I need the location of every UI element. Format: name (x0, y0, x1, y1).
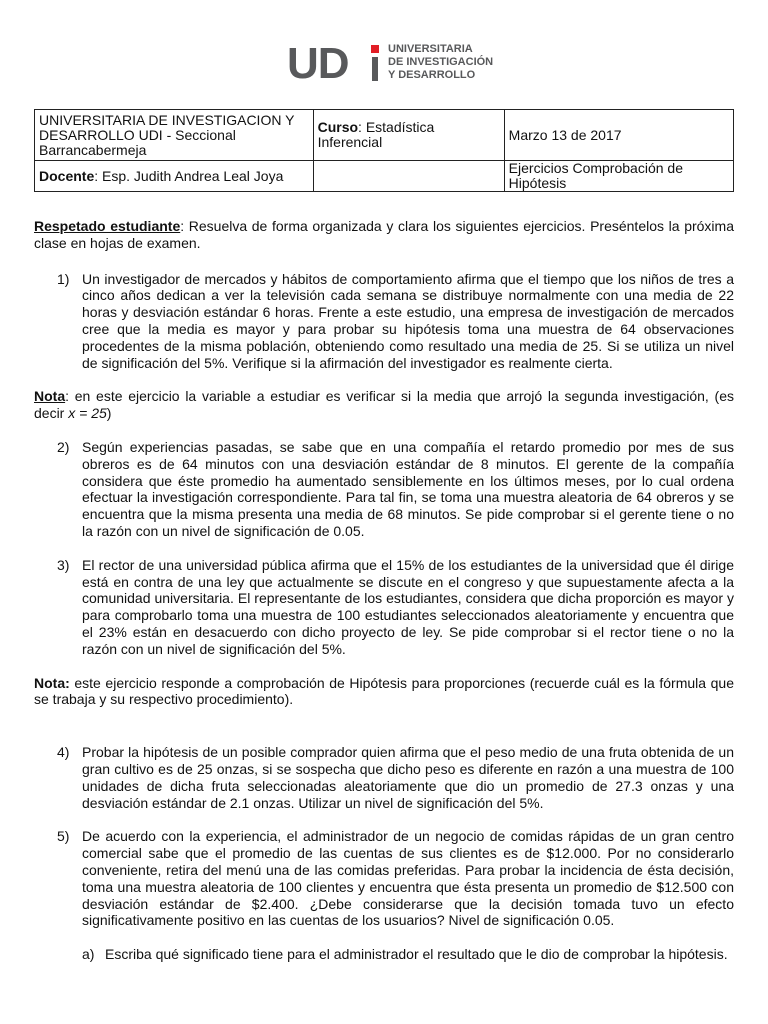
logo-mark: UD (287, 39, 349, 88)
exercise-number: 1) (57, 270, 70, 287)
note-1-label: Nota (34, 388, 66, 405)
exercise-5-subitem-a (34, 946, 734, 963)
note-2-text: este ejercicio responde a comprobación de Hipótesis para proporciones (recuerde cuál es la fórmula que se trabaja y su respectivo procedimiento). (34, 674, 734, 708)
udi-logo (287, 39, 349, 88)
intro-paragraph (34, 218, 734, 252)
institution-cell: UNIVERSITARIA DE INVESTIGACION Y DESARROLLO UDI - Seccional Barrancabermeja (35, 110, 314, 161)
subitem-letter: a) (82, 946, 95, 963)
exercise-4 (34, 744, 734, 811)
intro-label: Respetado estudiante (34, 218, 181, 234)
teacher-value: : Esp. Judith Andrea Leal Joya (94, 167, 284, 184)
exercise-1 (34, 271, 734, 372)
note-1-end: ) (106, 405, 112, 422)
exercise-text: El rector de una universidad pública afirma que el 15% de los estudiantes de la universidad que él dirige está en contra de una ley que actualmente se discute en el congreso y que supuestamente afecta a la comunidad universitaria. El representante de los estudiantes, considera que dicha proporción es mayor y para comprobarlo toma una muestra de 100 estudiantes seleccionados aleatoriamente y encuentra que el 23% están en desacuerdo con dicho proyecto de ley. Se pide comprobar si el rector tiene o no la razón con un nivel de significación del 5%. (82, 556, 734, 657)
exercise-text: Un investigador de mercados y hábitos de comportamiento afirma que el tiempo que los niños de tres a cinco años dedican a ver la televisión cada semana se distribuye normalmente con una media de 22 horas y desviación estándar 6 horas. Frente a este estudio, una empresa de investigación de mercados cree que la media es mayor y para probar su hipótesis toma una muestra de 64 observaciones procedentes de la misma población, obteniendo como resultado una media de 25. Si se utiliza un nivel de significación del 5%. Verifique si la afirmación del investigador es realmente cierta. (82, 270, 734, 371)
subitem-text: Escriba qué significado tiene para el administrador el resultado que le dio de comprobar la hipótesis. (105, 946, 728, 963)
exercise-2 (34, 439, 734, 540)
logo-text (388, 43, 493, 82)
course-value: : Estadística Inferencial (317, 119, 435, 150)
course-label: Curso (317, 119, 359, 135)
note-1-text: : en este ejercicio la variable a estudiar es verificar si la media que arrojó la segunda investigación, (es decir (34, 388, 734, 422)
exercise-number: 2) (57, 438, 70, 455)
exercise-5 (34, 828, 734, 929)
exercise-text: Probar la hipótesis de un posible comprador quien afirma que el peso medio de una fruta obtenida de un gran cultivo es de 25 onzas, si se sospecha que dicho peso es diferente en razón a una muestra de 100 unidades de dicha fruta seleccionadas aleatoriamente que dio un promedio de 27.3 onzas y una desviación estándar de 2.1 onzas. Utilizar un nivel de significación del 5%. (82, 744, 734, 811)
exercise-text: Según experiencias pasadas, se sabe que en una compañía el retardo promedio por mes de sus obreros es de 64 minutos con una desviación estándar de 8 minutos. El gerente de la compañía considera que éste promedio ha aumentado sensiblemente en los últimos meses, por lo cual ordena efectuar la investigación correspondiente. Para tal fin, se toma una muestra aleatoria de 64 obreros y se encuentra que la misma presenta una media de 68 minutos. Se pide comprobar si el gerente tiene o no la razón con un nivel de significación de 0.05. (82, 438, 734, 539)
exercise-number: 4) (57, 744, 70, 761)
header-table (34, 109, 734, 192)
exercise-text: De acuerdo con la experiencia, el administrador de un negocio de comidas rápidas de un gran centro comercial sabe que el promedio de las cuentas de sus clientes es de $12.000. Por no considerarlo conveniente, retira del menú una de las comidas preferidas. Para probar la incidencia de ésta decisión, toma una muestra aleatoria de 100 clientes y encuentra que ésta presenta un promedio de $12.500 con desviación estándar de $2.400. ¿Debe considerarse que la decisión tomada tuvo un efecto significativamente positivo en las cuentas de los usuarios? Nivel de significación 0.05. (82, 828, 734, 929)
exercise-number: 5) (57, 828, 70, 845)
course-cell (313, 110, 504, 161)
note-1 (34, 388, 734, 422)
logo-line-1: UNIVERSITARIA (388, 43, 473, 55)
document-body (34, 218, 734, 963)
topic-cell: Ejercicios Comprobación de Hipótesis (504, 161, 733, 192)
logo-line-3: Y DESARROLLO (388, 69, 476, 81)
date-cell: Marzo 13 de 2017 (504, 110, 733, 161)
logo-gray-bar (372, 57, 378, 81)
exercise-3 (34, 557, 734, 658)
logo-line-2: DE INVESTIGACIÓN (388, 56, 494, 68)
note-1-formula: x = 25 (68, 405, 107, 422)
logo-red-square (371, 45, 379, 53)
note-2 (34, 675, 734, 709)
exercise-number: 3) (57, 556, 70, 573)
intro-text: : Resuelva de forma organizada y clara los siguientes ejercicios. Preséntelos la próxima clase en hojas de examen. (34, 218, 734, 251)
teacher-cell (35, 161, 314, 192)
empty-cell (313, 161, 504, 192)
teacher-label: Docente (39, 167, 95, 184)
note-2-label: Nota: (34, 674, 70, 691)
